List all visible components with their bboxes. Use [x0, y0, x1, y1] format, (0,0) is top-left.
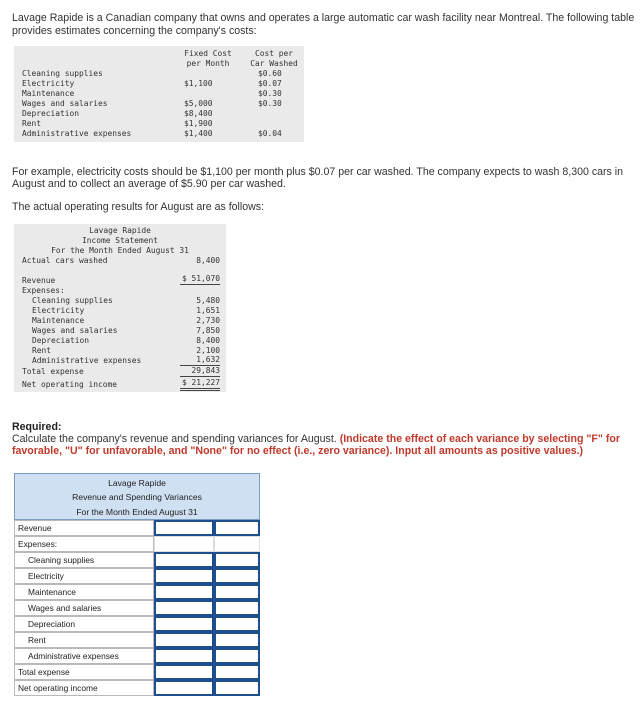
expenses-header-cell — [154, 536, 214, 552]
is-item-label: Wages and salaries — [32, 326, 118, 335]
revenue-variance-amount-input[interactable] — [154, 520, 214, 536]
electricity-effect-select[interactable] — [214, 568, 260, 584]
income-statement — [14, 224, 226, 392]
required-line-2: favorable, "U" for unfavorable, and "None" for no effect (i.e., zero variance). Input all amounts as positive values.) — [12, 445, 584, 457]
is-item-label: Depreciation — [32, 336, 90, 345]
col-var-header-2: Car Washed — [250, 59, 298, 68]
variance-row-label: Cleaning supplies — [14, 552, 154, 568]
total-expense-effect-select[interactable] — [214, 664, 260, 680]
is-net-value: $ 21,227 — [180, 378, 220, 391]
depreciation-amount-input[interactable] — [154, 616, 214, 632]
variance-row-label: Wages and salaries — [14, 600, 154, 616]
variance-row-label: Expenses: — [14, 536, 154, 552]
is-item-value: 1,632 — [180, 355, 220, 366]
cost-row-label: Rent — [22, 119, 42, 128]
depreciation-effect-select[interactable] — [214, 616, 260, 632]
is-item-label: Cleaning supplies — [32, 296, 113, 305]
total-expense-amount-input[interactable] — [154, 664, 214, 680]
cost-row-label: Depreciation — [22, 109, 80, 118]
required-title: Required: — [12, 421, 62, 433]
is-item-value: 8,400 — [196, 336, 220, 345]
cost-estimate-table — [14, 46, 304, 142]
is-net-label: Net operating income — [22, 380, 118, 389]
is-total-label: Total expense — [22, 367, 84, 376]
cost-fixed-value: $1,100 — [184, 79, 213, 88]
is-revenue-value: $ 51,070 — [181, 274, 220, 283]
variance-row-label: Net operating income — [14, 680, 154, 696]
is-title: Lavage Rapide — [89, 226, 151, 235]
cost-fixed-value: $1,400 — [184, 129, 213, 138]
col-fixed-header-2: per Month — [186, 59, 230, 68]
is-total-value: 29,843 — [180, 366, 220, 377]
is-item-value: 2,100 — [196, 346, 220, 355]
variance-row-label: Administrative expenses — [14, 648, 154, 664]
is-item-value: 1,651 — [196, 306, 220, 315]
cost-row-label: Wages and salaries — [22, 99, 108, 108]
rent-effect-select[interactable] — [214, 632, 260, 648]
is-item-value: 2,730 — [196, 316, 220, 325]
variance-row-label: Electricity — [14, 568, 154, 584]
is-revenue-label: Revenue — [22, 276, 56, 285]
cost-row-label: Administrative expenses — [22, 129, 132, 138]
is-item-label: Maintenance — [32, 316, 85, 325]
example-line-3: The actual operating results for August are as follows: — [12, 201, 265, 213]
is-item-label: Rent — [32, 346, 52, 355]
is-expenses-label: Expenses: — [22, 286, 65, 295]
variance-row-label: Depreciation — [14, 616, 154, 632]
required-text: Calculate the company's revenue and spending variances for August. — [12, 433, 340, 445]
electricity-amount-input[interactable] — [154, 568, 214, 584]
cost-fixed-value: $8,400 — [184, 109, 213, 118]
net-income-amount-input[interactable] — [154, 680, 214, 696]
revenue-variance-effect-select[interactable] — [214, 520, 260, 536]
maintenance-effect-select[interactable] — [214, 584, 260, 600]
is-item-value: 7,850 — [196, 326, 220, 335]
variance-table-subtitle: Revenue and Spending Variances — [72, 492, 202, 502]
admin-expenses-amount-input[interactable] — [154, 648, 214, 664]
col-fixed-header-1: Fixed Cost — [184, 49, 232, 58]
cleaning-supplies-effect-select[interactable] — [214, 552, 260, 568]
cleaning-supplies-amount-input[interactable] — [154, 552, 214, 568]
is-period: For the Month Ended August 31 — [51, 246, 189, 255]
cost-fixed-value: $5,000 — [184, 99, 213, 108]
cost-fixed-value: $1,900 — [184, 119, 213, 128]
variance-row-label: Rent — [14, 632, 154, 648]
intro-line-2: provides estimates concerning the company's costs: — [12, 25, 257, 37]
cost-var-value: $0.04 — [258, 129, 282, 138]
cost-var-value: $0.30 — [258, 89, 282, 98]
net-income-effect-select[interactable] — [214, 680, 260, 696]
example-line-2: August and to collect an average of $5.90 per car washed. — [12, 178, 286, 190]
is-subtitle: Income Statement — [81, 236, 158, 245]
is-item-value: 5,480 — [196, 296, 220, 305]
cost-var-value: $0.07 — [258, 79, 282, 88]
admin-expenses-effect-select[interactable] — [214, 648, 260, 664]
is-item-label: Electricity — [32, 306, 85, 315]
wages-effect-select[interactable] — [214, 600, 260, 616]
is-item-label: Administrative expenses — [32, 356, 142, 365]
wages-amount-input[interactable] — [154, 600, 214, 616]
is-cars-value: 8,400 — [196, 256, 220, 265]
variance-row-label: Total expense — [14, 664, 154, 680]
variance-row-label: Revenue — [14, 520, 154, 536]
variance-row-label: Maintenance — [14, 584, 154, 600]
variance-table-period: For the Month Ended August 31 — [76, 507, 198, 517]
variance-table-title: Lavage Rapide — [108, 478, 166, 488]
cost-row-label: Cleaning supplies — [22, 69, 103, 78]
intro-line-1: Lavage Rapide is a Canadian company that owns and operates a large automatic car wash facility near Montreal. The following table — [12, 12, 635, 24]
cost-row-label: Electricity — [22, 79, 75, 88]
cost-row-label: Maintenance — [22, 89, 75, 98]
example-line-1: For example, electricity costs should be $1,100 per month plus $0.07 per car washed. The company expects to wash 8,300 cars in — [12, 166, 624, 178]
rent-amount-input[interactable] — [154, 632, 214, 648]
is-cars-label: Actual cars washed — [22, 256, 108, 265]
variance-table-header — [14, 473, 260, 520]
cost-var-value: $0.60 — [258, 69, 282, 78]
col-var-header-1: Cost per — [254, 49, 293, 58]
expenses-header-cell — [214, 536, 260, 552]
cost-var-value: $0.30 — [258, 99, 282, 108]
required-instructions: (Indicate the effect of each variance by selecting "F" for — [339, 433, 620, 445]
maintenance-amount-input[interactable] — [154, 584, 214, 600]
